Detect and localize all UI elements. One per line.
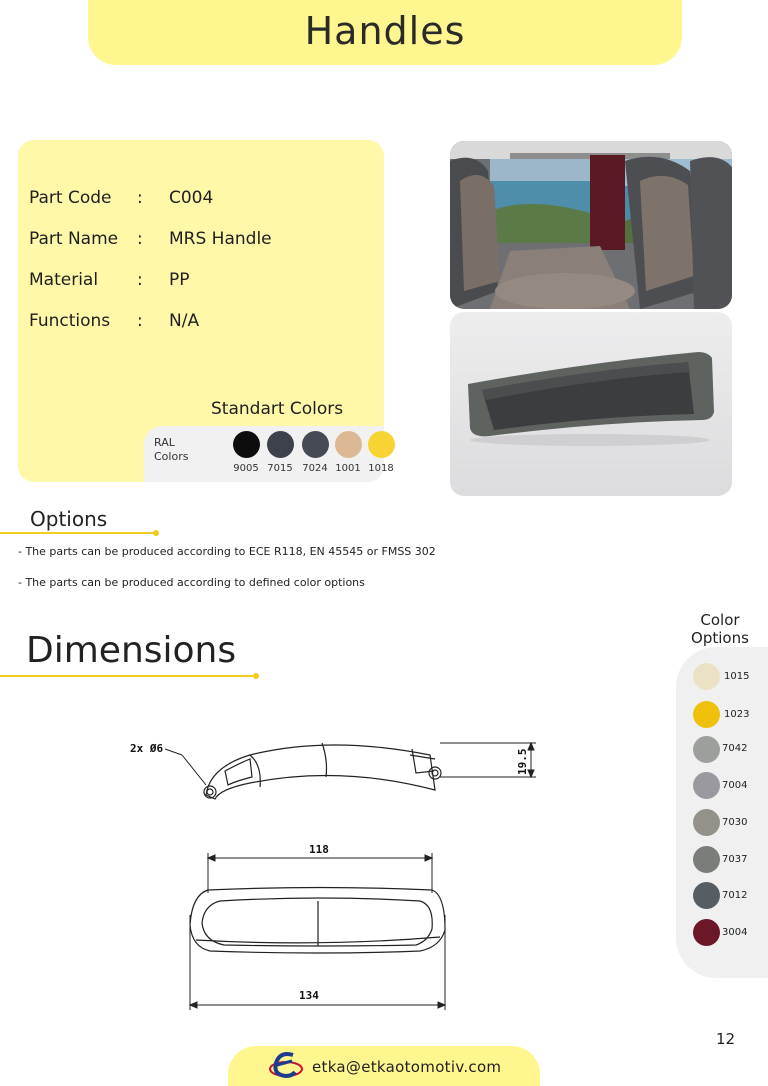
color-option-swatch-1023 — [693, 701, 720, 728]
spec-colon: : — [137, 229, 143, 249]
bus-interior-illustration — [450, 141, 732, 309]
color-swatch-9005 — [233, 431, 260, 458]
color-option-code: 7030 — [722, 817, 748, 828]
standard-colors-box — [144, 426, 394, 482]
spec-colon: : — [137, 270, 143, 290]
color-option-code: 1023 — [724, 709, 750, 720]
spec-colon: : — [137, 311, 143, 331]
height-label: 19.5 — [516, 748, 529, 775]
color-options-title — [680, 611, 760, 647]
dimensions-title: Dimensions — [26, 630, 237, 671]
spec-label: Part Name — [29, 229, 119, 249]
spec-label: Material — [29, 270, 99, 290]
option-item: - The parts can be produced according to ECE R118, EN 45545 or FMSS 302 — [18, 545, 436, 558]
color-option-swatch-7030 — [693, 809, 720, 836]
color-option-swatch-7012 — [693, 882, 720, 909]
ral-label-line2: Colors — [154, 450, 189, 463]
spec-label: Part Code — [29, 188, 112, 208]
color-options-panel — [676, 647, 768, 978]
color-swatch-1018 — [368, 431, 395, 458]
spec-value: C004 — [169, 188, 214, 208]
handle-top-view — [190, 888, 445, 954]
handle-product-photo — [450, 312, 732, 496]
hole-diameter-label: 2x Ø6 — [130, 742, 164, 755]
dimension-lines — [165, 743, 536, 1010]
page-title: Handles — [304, 9, 466, 53]
spec-value: N/A — [169, 311, 200, 331]
color-option-swatch-7037 — [693, 846, 720, 873]
dimensions-underline — [0, 675, 256, 677]
spec-value: MRS Handle — [169, 229, 272, 249]
options-title: Options — [30, 507, 108, 531]
color-option-swatch-7042 — [693, 736, 720, 763]
color-option-swatch-7004 — [693, 772, 720, 799]
etka-logo-icon — [266, 1049, 306, 1083]
color-option-swatch-1015 — [693, 663, 720, 690]
color-option-code: 3004 — [722, 927, 748, 938]
color-swatch-1001 — [335, 431, 362, 458]
title-banner — [88, 0, 682, 65]
color-option-code: 7012 — [722, 890, 748, 901]
color-option-code: 7037 — [722, 854, 748, 865]
swatch-code: 7015 — [267, 463, 293, 474]
spec-value: PP — [169, 270, 190, 290]
color-option-code: 1015 — [724, 671, 750, 682]
color-swatch-7024 — [302, 431, 329, 458]
handle-side-view — [204, 743, 441, 799]
part-info-card — [18, 140, 394, 482]
standard-colors-title: Standart Colors — [211, 399, 344, 419]
swatch-code: 9005 — [233, 463, 259, 474]
color-options-title-line2: Options — [691, 629, 749, 647]
technical-drawing — [100, 715, 560, 1015]
swatch-code: 1001 — [335, 463, 361, 474]
outer-width-label: 134 — [299, 989, 319, 1002]
color-option-code: 7004 — [722, 780, 748, 791]
handle-product-illustration — [450, 312, 732, 496]
spec-label: Functions — [29, 311, 111, 331]
option-item: - The parts can be produced according to defined color options — [18, 576, 365, 589]
spec-colon: : — [137, 188, 143, 208]
inner-width-label: 118 — [309, 843, 329, 856]
swatch-code: 1018 — [368, 463, 394, 474]
page-number: 12 — [716, 1030, 736, 1048]
footer-email-link[interactable]: etka@etkaotomotiv.com — [312, 1058, 502, 1076]
ral-colors-label — [154, 436, 188, 464]
options-underline — [0, 532, 156, 534]
color-option-code: 7042 — [722, 743, 748, 754]
footer-banner — [228, 1046, 540, 1086]
color-option-swatch-3004 — [693, 919, 720, 946]
bus-interior-photo — [450, 141, 732, 309]
ral-label-line1: RAL — [154, 436, 175, 449]
swatch-code: 7024 — [302, 463, 328, 474]
color-swatch-7015 — [267, 431, 294, 458]
color-options-title-line1: Color — [700, 611, 740, 629]
